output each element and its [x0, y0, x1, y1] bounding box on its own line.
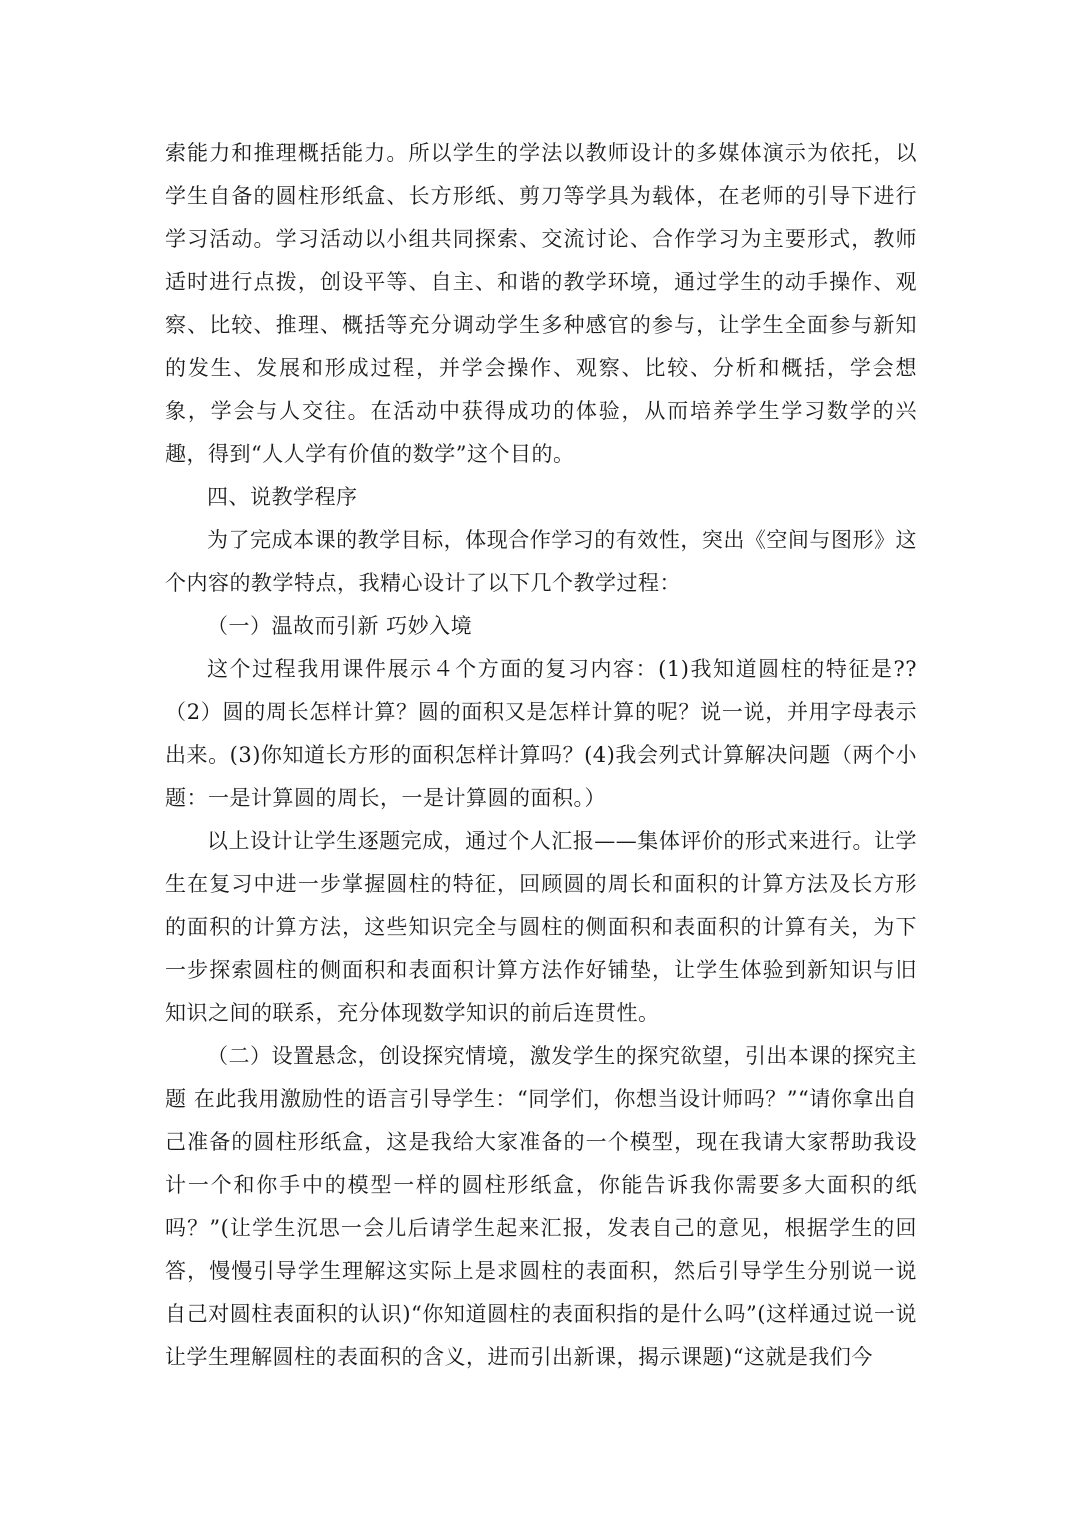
- paragraph-learning-method: 索能力和推理概括能力。所以学生的学法以教师设计的多媒体演示为依托，以学生自备的圆柱形纸盒、长方形纸、剪刀等学具为载体，在老师的引导下进行学习活动。学习活动以小组共同探索、交流讨论、合作学习为主要形式，教师适时进行点拨，创设平等、自主、和谐的教学环境，通过学生的动手操作、观察、比较、推理、概括等充分调动学生多种感官的参与，让学生全面参与新知的发生、发展和形成过程，并学会操作、观察、比较、分析和概括，学会想象，学会与人交往。在活动中获得成功的体验，从而培养学生学习数学的兴趣，得到“人人学有价值的数学”这个目的。: [165, 141, 917, 466]
- paragraph-review-design: 以上设计让学生逐题完成，通过个人汇报——集体评价的形式来进行。让学生在复习中进一步掌握圆柱的特征，回顾圆的周长和面积的计算方法及长方形的面积的计算方法，这些知识完全与圆柱的侧面积和表面积的计算有关，为下一步探索圆柱的侧面积和表面积计算方法作好铺垫，让学生体验到新知识与旧知识之间的联系，充分体现数学知识的前后连贯性。: [165, 829, 917, 1025]
- paragraph-review-content: 这个过程我用课件展示４个方面的复习内容：(1)我知道圆柱的特征是??（2）圆的周长怎样计算？圆的面积又是怎样计算的呢？说一说，并用字母表示出来。(3)你知道长方形的面积怎样计算吗？(4)我会列式计算解决问题（两个小题：一是计算圆的周长，一是计算圆的面积。）: [165, 657, 917, 810]
- subheading-review-intro: （一）温故而引新 巧妙入境: [207, 614, 473, 638]
- document-body: [165, 132, 917, 1379]
- paragraph-suspense-setup: （二）设置悬念，创设探究情境，激发学生的探究欲望，引出本课的探究主题 在此我用激励性的语言引导学生：“同学们，你想当设计师吗？”“请你拿出自己准备的圆柱形纸盒，这是我给大家准备的一个模型，现在我请大家帮助我设计一个和你手中的模型一样的圆柱形纸盒，你能告诉我你需要多大面积的纸吗？”(让学生沉思一会儿后请学生起来汇报，发表自己的意见，根据学生的回答，慢慢引导学生理解这实际上是求圆柱的表面积，然后引导学生分别说一说自己对圆柱表面积的认识)“你知道圆柱的表面积指的是什么吗”(这样通过说一说让学生理解圆柱的表面积的含义，进而引出新课，揭示课题)“这就是我们今: [165, 1044, 917, 1369]
- paragraph-procedure-intro: 为了完成本课的教学目标，体现合作学习的有效性，突出《空间与图形》这个内容的教学特点，我精心设计了以下几个教学过程：: [165, 528, 917, 595]
- section-heading-teaching-procedure: 四、说教学程序: [207, 485, 358, 509]
